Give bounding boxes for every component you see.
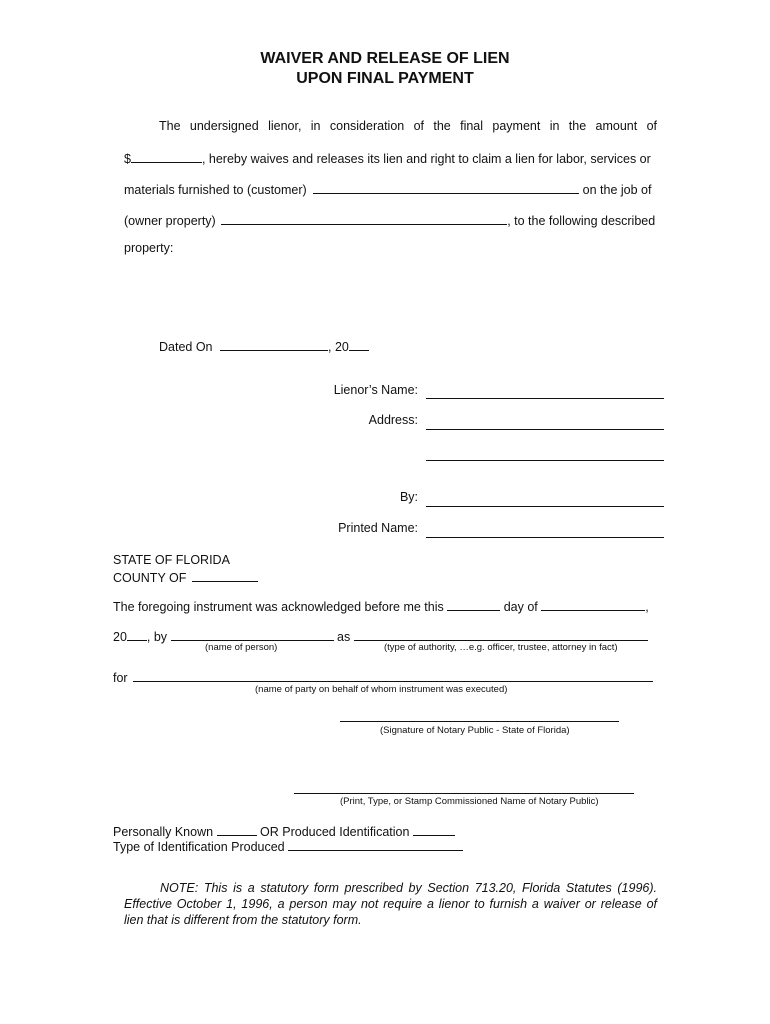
lienor-name-label: Lienor’s Name: <box>333 383 418 397</box>
county-label: COUNTY OF <box>113 571 187 585</box>
produced-identification-field[interactable] <box>413 822 455 836</box>
printed-name-field[interactable] <box>426 537 664 538</box>
for-row <box>113 668 653 685</box>
notary-signature-caption: (Signature of Notary Public - State of Florida) <box>380 725 570 736</box>
county-row <box>113 568 258 585</box>
id-type-label: Type of Identification Produced <box>113 840 285 854</box>
id-type-field[interactable] <box>288 837 463 851</box>
note-line-3: lien that is different from the statutory form. <box>124 913 362 927</box>
body-line-1: The undersigned lienor, in consideration of the final payment in the amount of <box>159 119 657 133</box>
printed-name-label: Printed Name: <box>338 521 418 535</box>
county-field[interactable] <box>192 568 258 582</box>
ack-comma: , <box>645 600 649 614</box>
name-of-person-caption: (name of person) <box>205 642 278 653</box>
personally-known-field[interactable] <box>217 822 257 836</box>
job-of-text: on the job of <box>582 183 652 197</box>
dated-on-label: Dated On <box>159 340 213 354</box>
notary-signature-field[interactable] <box>340 721 619 722</box>
party-caption: (name of party on behalf of whom instrument was executed) <box>255 684 508 695</box>
document-title-line1: WAIVER AND RELEASE OF LIEN <box>260 50 510 67</box>
for-label: for <box>113 671 128 685</box>
ack-by-text: , by <box>146 630 168 644</box>
person-name-field[interactable] <box>171 627 334 641</box>
document-title-line2: UPON FINAL PAYMENT <box>296 70 474 87</box>
ack-as-text: as <box>337 630 351 644</box>
note-line-2: Effective October 1, 1996, a person may not require a lienor to furnish a waiver or release of <box>124 897 657 911</box>
body-line-2-text: , hereby waives and releases its lien and right to claim a lien for labor, services or <box>201 152 651 166</box>
body-line-3 <box>124 180 651 197</box>
statutory-note <box>124 880 657 928</box>
payment-amount-field[interactable] <box>131 149 202 163</box>
property-label: property: <box>124 241 174 255</box>
owner-property-label: (owner property) <box>124 214 216 228</box>
authority-field[interactable] <box>354 627 648 641</box>
body-line-2 <box>124 149 651 166</box>
body-line-4 <box>124 211 655 228</box>
ack-year-prefix: 20 <box>113 630 127 644</box>
personally-known-label: Personally Known <box>113 825 214 839</box>
notary-print-name-field[interactable] <box>294 793 634 794</box>
notary-print-name-caption: (Print, Type, or Stamp Commissioned Name of Notary Public) <box>340 796 599 807</box>
party-field[interactable] <box>133 668 653 682</box>
ack-year-field[interactable] <box>127 627 147 641</box>
ack-text: The foregoing instrument was acknowledged before me this <box>113 600 444 614</box>
address-label: Address: <box>368 413 418 427</box>
or-produced-label: OR Produced Identification <box>260 825 410 839</box>
state-label: STATE OF FLORIDA <box>113 553 230 567</box>
dated-on-row <box>159 337 369 354</box>
note-line-1: NOTE: This is a statutory form prescribed by Section 713.20, Florida Statutes (1996). <box>160 881 657 895</box>
dollar-sign: $ <box>124 152 131 166</box>
dated-year-prefix: , 20 <box>328 340 349 354</box>
dated-year-field[interactable] <box>349 337 369 351</box>
by-label: By: <box>399 490 418 504</box>
address-field-1[interactable] <box>426 429 664 430</box>
customer-field[interactable] <box>313 180 579 194</box>
id-type-row <box>113 837 463 854</box>
ack-day-of: day of <box>503 600 538 614</box>
by-signature-field[interactable] <box>426 506 664 507</box>
customer-label: materials furnished to (customer) <box>124 183 307 197</box>
ack-month-field[interactable] <box>541 597 645 611</box>
ack-day-field[interactable] <box>447 597 500 611</box>
acknowledgment-row <box>113 597 649 614</box>
dated-on-field[interactable] <box>220 337 328 351</box>
lienor-name-field[interactable] <box>426 398 664 399</box>
owner-property-field[interactable] <box>221 211 507 225</box>
address-field-2[interactable] <box>426 460 664 461</box>
authority-caption: (type of authority, …e.g. officer, trustee, attorney in fact) <box>384 642 618 653</box>
described-text: , to the following described <box>507 214 656 228</box>
